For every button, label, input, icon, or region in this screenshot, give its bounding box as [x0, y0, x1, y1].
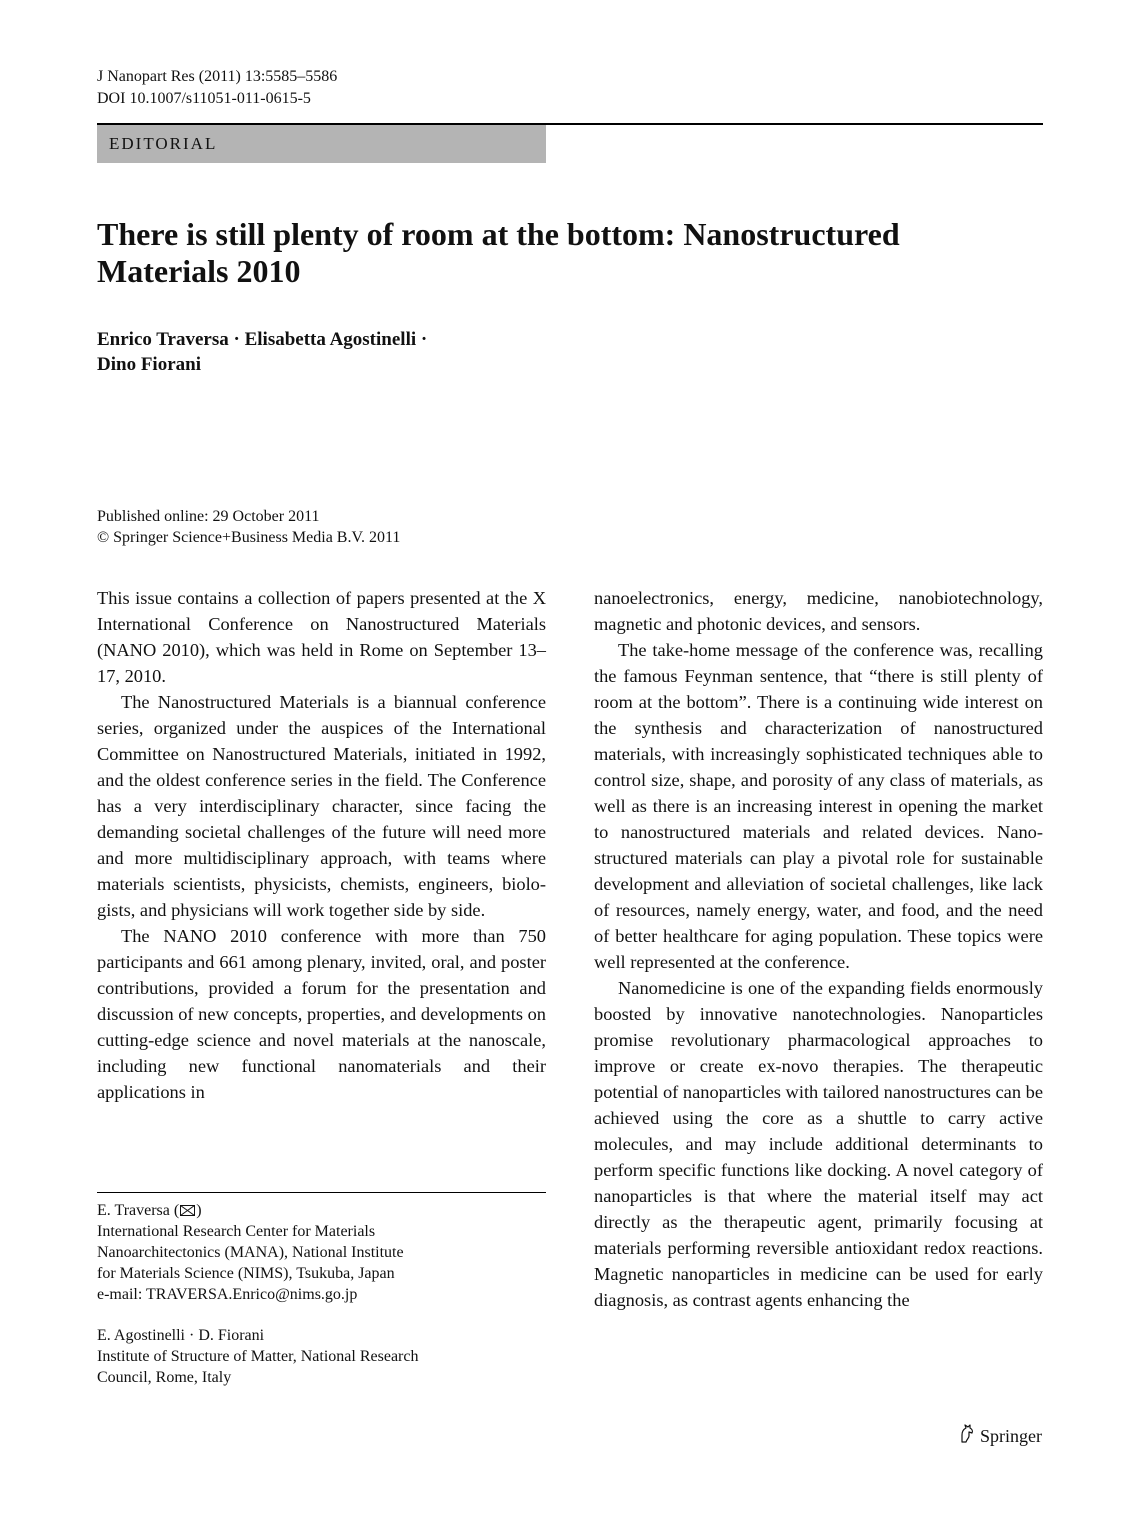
- co-authors: E. Agostinelli · D. Fiorani: [97, 1327, 265, 1344]
- paragraph: nanoelectronics, energy, medicine, nanobiotechnology, magnetic and photonic devices, and sensors.: [594, 588, 1043, 634]
- authors-line-1: Enrico Traversa · Elisabetta Agostinelli ·: [97, 329, 428, 350]
- springer-horse-icon: [958, 1423, 976, 1449]
- section-label: EDITORIAL: [97, 125, 546, 163]
- paragraph: This issue contains a collection of papers presented at the X International Conference on Nanostructured Materials (NANO 2010), which was held in Rome on September 13–17, 2010.: [97, 588, 546, 686]
- affiliation-line: Institute of Structure of Matter, National Research: [97, 1348, 419, 1365]
- affiliation-line: Council, Rome, Italy: [97, 1369, 232, 1386]
- affiliation-line: Nanoarchitectonics (MANA), National Institute: [97, 1244, 404, 1261]
- paragraph: Nanomedicine is one of the expanding fields enormously boosted by innovative nanotechnologies. Nanoparticles promise revolutionary pharmacological approaches to improve or create ex-novo therapies. The therapeutic potential of nanoparticles with tailored nanostructures can be achieved using the core as a shuttle to carry active molecules, and may include additional determinants to perform specific functions like docking. A novel category of nanoparticles is that where the material itself may act directly as the therapeutic agent, primarily focusing at materials performing reversible antioxidant redox reactions. Magnetic nanoparticles in medicine can be used for early diagnosis, as contrast agents enhancing the: [594, 978, 1043, 1310]
- affiliation-line: International Research Center for Materials: [97, 1223, 376, 1240]
- paragraph: The take-home message of the conference was, recalling the famous Feynman sentence, that “there is still plenty of room at the bottom”. There is a continuing wide interest on the synthesis and characterization of nanostructured materials, with increasingly sophisticated techniques able to control size, shape, and porosity of any class of materials, as well as there is an increasing interest in opening the market to nanostructured materials and related devices. Nanostructured materials can play a pivotal role for sustainable development and alleviation of societal challenges, like lack of resources, namely energy, water, and food, and the need of better healthcare for aging population. These topics were well represented at the conference.: [594, 640, 1043, 972]
- publisher-name: Springer: [980, 1426, 1042, 1446]
- journal-meta: [97, 66, 337, 110]
- author-list: [97, 327, 427, 377]
- paragraph: The NANO 2010 conference with more than 750 participants and 661 among plenary, invited, oral, and poster contributions, provided a forum for the presentation and discussion of new concepts, properties, and developments on cutting-edge science and novel materials at the nanoscale, including new functional nanomaterials and their applications in: [97, 926, 546, 1102]
- mail-icon[interactable]: [180, 1201, 195, 1212]
- published-date: Published online: 29 October 2011: [97, 508, 320, 525]
- copyright: © Springer Science+Business Media B.V. 2011: [97, 529, 401, 546]
- affiliation-line: for Materials Science (NIMS), Tsukuba, Japan: [97, 1265, 395, 1282]
- paragraph: The Nanostructured Materials is a biannual conference series, organized under the auspices of the International Committee on Nanostructured Materials, initiated in 1992, and the oldest conference series in the field. The Conference has a very interdisciplinary character, since facing the demanding societal challenges of the future will need more and more multidisciplinary approach, with teams where materials scientists, physicists, chemists, engineers, biologists, and physicians will work together side by side.: [97, 692, 546, 920]
- journal-citation: J Nanopart Res (2011) 13:5585–5586: [97, 68, 338, 85]
- spacer: [97, 1305, 546, 1325]
- publication-info: [97, 506, 400, 548]
- body-column-right: [594, 585, 1043, 1313]
- authors-line-2: Dino Fiorani: [97, 354, 201, 375]
- doi[interactable]: DOI 10.1007/s11051-011-0615-5: [97, 90, 311, 107]
- corresponding-author: E. Traversa ( ): [97, 1202, 202, 1219]
- affiliations: [97, 1200, 546, 1388]
- author-email[interactable]: e-mail: TRAVERSA.Enrico@nims.go.jp: [97, 1286, 358, 1303]
- publisher-logo: [958, 1423, 1042, 1449]
- footnote-rule: [97, 1192, 546, 1193]
- article-title: There is still plenty of room at the bottom: Nanostructured Materials 2010: [97, 216, 900, 289]
- body-column-left: [97, 585, 546, 1105]
